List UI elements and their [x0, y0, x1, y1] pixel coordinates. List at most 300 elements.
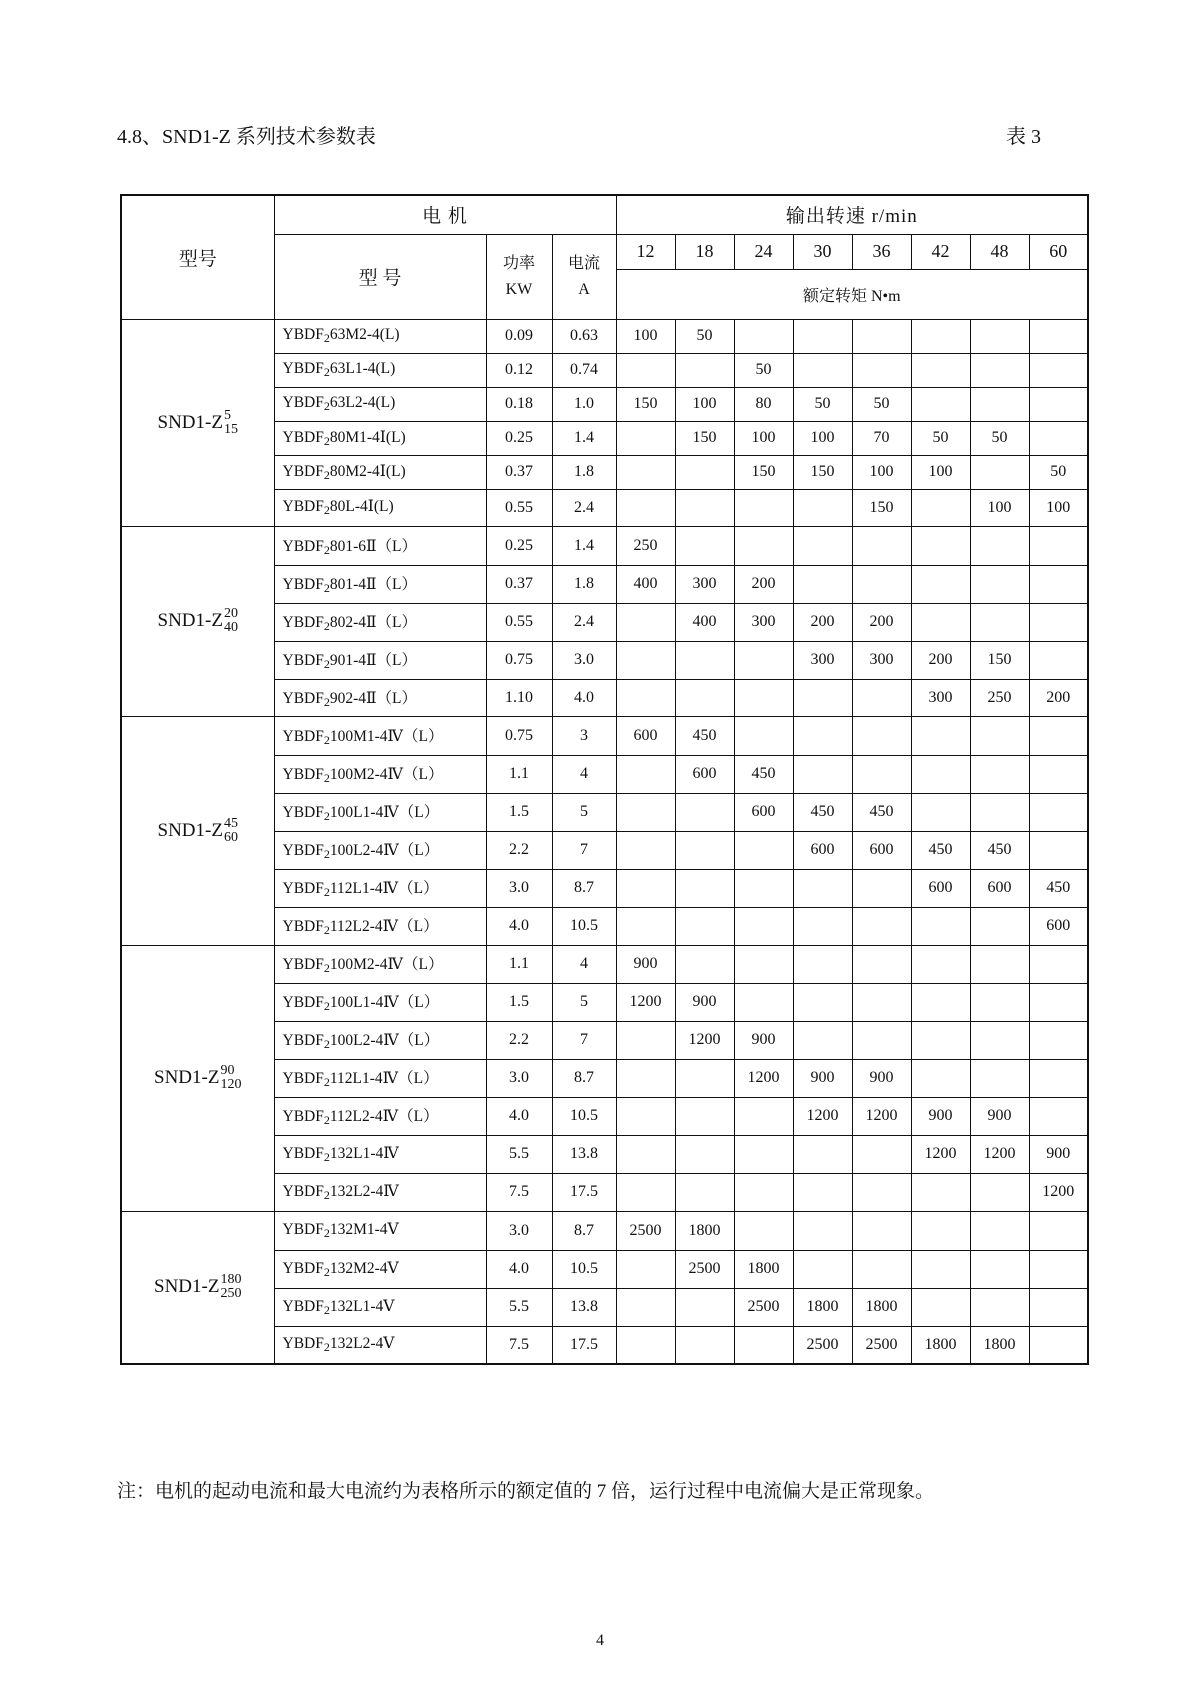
- current-value: 1.4: [552, 526, 616, 565]
- torque-value: 600: [793, 831, 852, 869]
- current-value: 1.8: [552, 455, 616, 489]
- torque-value: [675, 793, 734, 831]
- torque-value: 900: [1029, 1135, 1088, 1173]
- torque-value: 100: [1029, 489, 1088, 526]
- torque-value: [1029, 1211, 1088, 1250]
- motor-model: [274, 1288, 486, 1326]
- torque-value: 600: [911, 869, 970, 907]
- torque-value: [911, 1021, 970, 1059]
- table-row: [121, 526, 1088, 565]
- current-value: 4.0: [552, 679, 616, 716]
- header-speed-3: 30: [793, 234, 852, 269]
- table-number: 表 3: [1006, 126, 1041, 148]
- torque-value: [675, 1288, 734, 1326]
- torque-value: 900: [675, 983, 734, 1021]
- motor-model-suffix: 100L1-4Ⅳ（L）: [329, 804, 440, 821]
- torque-value: [1029, 831, 1088, 869]
- torque-value: 900: [852, 1059, 911, 1097]
- series-subscript: 40: [223, 620, 238, 635]
- motor-model-subscript: 2: [323, 657, 330, 671]
- power-value: 0.55: [486, 603, 552, 641]
- torque-value: [734, 945, 793, 983]
- torque-value: 50: [793, 387, 852, 421]
- torque-value: [734, 526, 793, 565]
- power-value: 0.37: [486, 565, 552, 603]
- torque-value: [970, 526, 1029, 565]
- current-value: 13.8: [552, 1288, 616, 1326]
- motor-model: [274, 565, 486, 603]
- torque-value: 200: [911, 641, 970, 679]
- motor-model-suffix: 132M1-4Ⅴ: [329, 1221, 399, 1238]
- power-value: 0.75: [486, 641, 552, 679]
- motor-model-prefix: YBDF: [282, 1335, 324, 1353]
- series-superscript: 45: [223, 815, 238, 831]
- motor-model-subscript: 2: [323, 1187, 330, 1202]
- header-current-label: 电流: [568, 254, 601, 272]
- header-current: [552, 234, 616, 319]
- torque-value: 80: [734, 387, 793, 421]
- torque-value: 900: [970, 1097, 1029, 1135]
- torque-value: [616, 489, 675, 526]
- torque-value: [793, 983, 852, 1021]
- series-prefix: SND1-Z: [154, 1276, 220, 1298]
- torque-value: [616, 679, 675, 716]
- motor-model-subscript: 2: [323, 1340, 330, 1355]
- torque-value: [911, 1059, 970, 1097]
- torque-value: 100: [616, 319, 675, 353]
- current-value: 2.4: [552, 603, 616, 641]
- torque-value: [734, 319, 793, 353]
- motor-model-subscript: 2: [323, 961, 330, 975]
- motor-model-suffix: 132L2-4Ⅳ: [329, 1182, 399, 1200]
- power-value: 2.2: [486, 831, 552, 869]
- motor-model-suffix: 132L2-4Ⅴ: [329, 1335, 395, 1353]
- motor-model: [274, 793, 486, 831]
- torque-value: [1029, 603, 1088, 641]
- torque-value: [852, 565, 911, 603]
- torque-value: [911, 1288, 970, 1326]
- torque-value: 1800: [675, 1211, 734, 1250]
- torque-value: [734, 983, 793, 1021]
- torque-value: [970, 319, 1029, 353]
- current-value: 5: [552, 983, 616, 1021]
- torque-value: 450: [1029, 869, 1088, 907]
- torque-value: 900: [793, 1059, 852, 1097]
- table-row: [121, 319, 1088, 353]
- header-motor: 电 机: [274, 195, 616, 234]
- torque-value: [675, 1326, 734, 1364]
- torque-value: 400: [675, 603, 734, 641]
- motor-model-suffix: 802-4Ⅱ（L）: [329, 614, 418, 631]
- torque-value: [793, 945, 852, 983]
- torque-value: [852, 1173, 911, 1211]
- motor-model-subscript: 2: [323, 399, 330, 413]
- current-value: 8.7: [552, 1211, 616, 1250]
- torque-value: [970, 1173, 1029, 1211]
- torque-value: 2500: [675, 1250, 734, 1288]
- series-prefix: SND1-Z: [154, 1067, 220, 1088]
- torque-value: [1029, 755, 1088, 793]
- torque-value: [675, 489, 734, 526]
- torque-value: [1029, 1326, 1088, 1364]
- motor-model: [274, 1097, 486, 1135]
- motor-model-prefix: YBDF: [282, 1144, 324, 1162]
- torque-value: [793, 1173, 852, 1211]
- motor-model-subscript: 2: [323, 847, 330, 861]
- torque-value: [970, 907, 1029, 945]
- series-model: [121, 319, 274, 526]
- torque-value: [852, 983, 911, 1021]
- motor-model: [274, 1021, 486, 1059]
- torque-value: 300: [911, 679, 970, 716]
- power-value: 1.1: [486, 755, 552, 793]
- torque-value: [852, 353, 911, 387]
- torque-value: 1200: [911, 1135, 970, 1173]
- torque-value: 450: [734, 755, 793, 793]
- motor-model: [274, 831, 486, 869]
- torque-value: 100: [852, 455, 911, 489]
- torque-value: 900: [734, 1021, 793, 1059]
- motor-model: [274, 945, 486, 983]
- torque-value: [675, 679, 734, 716]
- torque-value: [911, 907, 970, 945]
- series-model: [121, 1211, 274, 1364]
- torque-value: [793, 319, 852, 353]
- header-speed-5: 42: [911, 234, 970, 269]
- torque-value: [734, 716, 793, 755]
- torque-value: [911, 983, 970, 1021]
- series-subscript: 15: [223, 421, 238, 437]
- power-value: 0.18: [486, 387, 552, 421]
- motor-model-subscript: 2: [323, 999, 330, 1013]
- series-superscript: 20: [223, 606, 238, 621]
- power-value: 1.1: [486, 945, 552, 983]
- torque-value: 450: [970, 831, 1029, 869]
- torque-value: 50: [1029, 455, 1088, 489]
- motor-model-prefix: YBDF: [282, 1070, 324, 1087]
- motor-model-subscript: 2: [323, 331, 330, 345]
- power-value: 1.10: [486, 679, 552, 716]
- torque-value: [970, 353, 1029, 387]
- torque-value: [793, 565, 852, 603]
- torque-value: [852, 716, 911, 755]
- torque-value: 1200: [793, 1097, 852, 1135]
- series-prefix: SND1-Z: [157, 411, 223, 433]
- motor-model-prefix: YBDF: [282, 1182, 324, 1200]
- current-value: 2.4: [552, 489, 616, 526]
- torque-value: [852, 1021, 911, 1059]
- motor-model: [274, 755, 486, 793]
- motor-model-suffix: 132L1-4Ⅳ: [329, 1144, 399, 1162]
- torque-value: 300: [852, 641, 911, 679]
- torque-value: [793, 869, 852, 907]
- torque-value: 1200: [970, 1135, 1029, 1173]
- torque-value: [911, 716, 970, 755]
- current-value: 5: [552, 793, 616, 831]
- torque-value: [911, 489, 970, 526]
- torque-value: [616, 421, 675, 455]
- torque-value: 2500: [793, 1326, 852, 1364]
- motor-model-subscript: 2: [323, 885, 330, 899]
- power-value: 2.2: [486, 1021, 552, 1059]
- torque-value: 1800: [852, 1288, 911, 1326]
- current-value: 3: [552, 716, 616, 755]
- power-value: 4.0: [486, 907, 552, 945]
- motor-model-suffix: 801-6Ⅱ（L）: [329, 537, 418, 555]
- torque-value: [1029, 1097, 1088, 1135]
- torque-value: [793, 755, 852, 793]
- torque-value: [911, 945, 970, 983]
- power-value: 0.12: [486, 353, 552, 387]
- torque-value: [852, 679, 911, 716]
- torque-value: [911, 1173, 970, 1211]
- torque-value: [970, 716, 1029, 755]
- motor-model: [274, 1250, 486, 1288]
- table-row: [121, 1211, 1088, 1250]
- motor-model: [274, 907, 486, 945]
- motor-model-prefix: YBDF: [282, 326, 324, 343]
- torque-value: [1029, 526, 1088, 565]
- torque-value: [911, 1211, 970, 1250]
- current-value: 8.7: [552, 869, 616, 907]
- motor-model-subscript: 2: [323, 732, 330, 747]
- torque-value: [793, 353, 852, 387]
- motor-model-prefix: YBDF: [282, 652, 324, 669]
- torque-value: 100: [970, 489, 1029, 526]
- header-rated-torque: 额定转矩 N•m: [616, 269, 1088, 319]
- torque-value: [616, 755, 675, 793]
- motor-model-prefix: YBDF: [282, 689, 324, 707]
- torque-value: 300: [734, 603, 793, 641]
- torque-value: [1029, 945, 1088, 983]
- motor-model: [274, 1211, 486, 1250]
- motor-model-prefix: YBDF: [282, 1221, 324, 1238]
- series-model: [121, 526, 274, 716]
- motor-model-suffix: 112L2-4Ⅳ（L）: [329, 918, 439, 935]
- torque-value: 900: [911, 1097, 970, 1135]
- current-value: 0.74: [552, 353, 616, 387]
- torque-value: 250: [616, 526, 675, 565]
- torque-value: [616, 455, 675, 489]
- torque-value: [1029, 353, 1088, 387]
- header-output-speed: 输出转速 r/min: [616, 195, 1088, 234]
- motor-model: [274, 603, 486, 641]
- torque-value: 450: [793, 793, 852, 831]
- torque-value: [734, 831, 793, 869]
- motor-model: [274, 1059, 486, 1097]
- torque-value: [616, 1288, 675, 1326]
- torque-value: [793, 907, 852, 945]
- torque-value: [616, 641, 675, 679]
- torque-value: [911, 319, 970, 353]
- current-value: 17.5: [552, 1326, 616, 1364]
- torque-value: 450: [852, 793, 911, 831]
- motor-model-suffix: 100L1-4Ⅳ（L）: [329, 994, 440, 1011]
- motor-model-prefix: YBDF: [282, 842, 324, 859]
- power-value: 3.0: [486, 869, 552, 907]
- header-speed-1: 18: [675, 234, 734, 269]
- motor-model-suffix: 112L1-4Ⅳ（L）: [329, 1070, 439, 1087]
- motor-model-subscript: 2: [323, 1226, 330, 1240]
- torque-value: [734, 907, 793, 945]
- table-row: [121, 716, 1088, 755]
- motor-model-subscript: 2: [323, 467, 330, 482]
- motor-model-suffix: 100L2-4Ⅳ（L）: [329, 1032, 440, 1049]
- torque-value: [852, 1250, 911, 1288]
- torque-value: [911, 603, 970, 641]
- motor-model-suffix: 63L2-4(L): [329, 394, 396, 411]
- torque-value: 100: [911, 455, 970, 489]
- series-subscript: 60: [223, 829, 238, 845]
- torque-value: [970, 793, 1029, 831]
- header-power: [486, 234, 552, 319]
- power-value: 7.5: [486, 1326, 552, 1364]
- motor-model-suffix: 100M1-4Ⅳ（L）: [329, 727, 444, 745]
- motor-model-suffix: 100M2-4Ⅳ（L）: [329, 956, 444, 973]
- motor-model-suffix: 63L1-4(L): [329, 360, 396, 377]
- series-superscript: 90: [220, 1063, 235, 1078]
- current-value: 17.5: [552, 1173, 616, 1211]
- motor-model: [274, 716, 486, 755]
- torque-value: [675, 869, 734, 907]
- torque-value: 1200: [852, 1097, 911, 1135]
- torque-value: [970, 1250, 1029, 1288]
- current-value: 1.8: [552, 565, 616, 603]
- torque-value: [616, 831, 675, 869]
- motor-model: [274, 455, 486, 489]
- motor-model-subscript: 2: [323, 1113, 330, 1127]
- torque-value: 150: [675, 421, 734, 455]
- header-speed-4: 36: [852, 234, 911, 269]
- torque-value: [852, 526, 911, 565]
- motor-model-subscript: 2: [323, 542, 330, 557]
- power-value: 4.0: [486, 1250, 552, 1288]
- torque-value: 150: [852, 489, 911, 526]
- header-model-col: 型号: [121, 195, 274, 319]
- torque-value: 300: [793, 641, 852, 679]
- torque-value: 1800: [734, 1250, 793, 1288]
- torque-value: [911, 526, 970, 565]
- current-value: 8.7: [552, 1059, 616, 1097]
- torque-value: 150: [734, 455, 793, 489]
- motor-model-prefix: YBDF: [282, 537, 324, 555]
- header-speed-6: 48: [970, 234, 1029, 269]
- torque-value: 2500: [852, 1326, 911, 1364]
- motor-model-prefix: YBDF: [282, 1259, 324, 1277]
- power-value: 3.0: [486, 1059, 552, 1097]
- torque-value: [734, 641, 793, 679]
- torque-value: [675, 526, 734, 565]
- header-speed-7: 60: [1029, 234, 1088, 269]
- motor-model-suffix: 112L1-4Ⅳ（L）: [329, 880, 439, 897]
- torque-value: [734, 679, 793, 716]
- torque-value: [970, 983, 1029, 1021]
- torque-value: [793, 1250, 852, 1288]
- torque-value: [675, 641, 734, 679]
- torque-value: [1029, 387, 1088, 421]
- torque-value: [734, 1097, 793, 1135]
- motor-model-suffix: 132L1-4Ⅴ: [329, 1297, 395, 1315]
- series-model: [121, 945, 274, 1211]
- torque-value: [970, 565, 1029, 603]
- motor-model-suffix: 132M2-4Ⅴ: [329, 1259, 399, 1277]
- motor-model: [274, 641, 486, 679]
- torque-value: [970, 387, 1029, 421]
- torque-value: [675, 1097, 734, 1135]
- torque-value: [793, 1211, 852, 1250]
- torque-value: [852, 755, 911, 793]
- current-value: 4: [552, 945, 616, 983]
- torque-value: [675, 1135, 734, 1173]
- motor-model-suffix: 63M2-4(L): [329, 326, 400, 343]
- torque-value: 100: [734, 421, 793, 455]
- torque-value: 150: [970, 641, 1029, 679]
- torque-value: 250: [970, 679, 1029, 716]
- motor-model-prefix: YBDF: [282, 766, 324, 783]
- torque-value: 1200: [616, 983, 675, 1021]
- motor-model-prefix: YBDF: [282, 614, 324, 631]
- torque-value: [1029, 319, 1088, 353]
- motor-model-subscript: 2: [323, 1075, 330, 1089]
- torque-value: [1029, 716, 1088, 755]
- motor-model-subscript: 2: [323, 771, 330, 785]
- motor-model: [274, 869, 486, 907]
- motor-model: [274, 319, 486, 353]
- motor-model-prefix: YBDF: [282, 462, 324, 480]
- torque-value: [852, 1211, 911, 1250]
- torque-value: [616, 1097, 675, 1135]
- torque-value: [793, 489, 852, 526]
- header-power-label: 功率: [502, 254, 535, 272]
- current-value: 4: [552, 755, 616, 793]
- motor-model-suffix: 901-4Ⅱ（L）: [329, 652, 418, 669]
- motor-model-subscript: 2: [323, 581, 330, 595]
- motor-model-prefix: YBDF: [282, 428, 324, 446]
- motor-model-prefix: YBDF: [282, 360, 324, 377]
- series-superscript: 5: [223, 407, 231, 423]
- torque-value: [911, 565, 970, 603]
- current-value: 10.5: [552, 1097, 616, 1135]
- torque-value: 100: [793, 421, 852, 455]
- torque-value: [616, 1173, 675, 1211]
- power-value: 5.5: [486, 1135, 552, 1173]
- torque-value: [616, 1021, 675, 1059]
- motor-model-subscript: 2: [323, 433, 330, 448]
- torque-value: 200: [734, 565, 793, 603]
- power-value: 4.0: [486, 1097, 552, 1135]
- header-motor-model: 型 号: [274, 234, 486, 319]
- power-value: 1.5: [486, 793, 552, 831]
- series-prefix: SND1-Z: [157, 819, 223, 841]
- motor-model-suffix: 100M2-4Ⅳ（L）: [329, 766, 444, 783]
- table-row: [121, 945, 1088, 983]
- torque-value: 1200: [675, 1021, 734, 1059]
- power-value: 1.5: [486, 983, 552, 1021]
- torque-value: [852, 319, 911, 353]
- torque-value: [852, 869, 911, 907]
- motor-model-suffix: 80M1-4Ⅰ(L): [329, 428, 406, 446]
- motor-model-suffix: 902-4Ⅱ（L）: [329, 689, 418, 707]
- torque-value: 50: [734, 353, 793, 387]
- torque-value: [675, 945, 734, 983]
- torque-value: [1029, 1250, 1088, 1288]
- torque-value: [793, 1021, 852, 1059]
- torque-value: 150: [793, 455, 852, 489]
- motor-model-suffix: 80L-4Ⅰ(L): [329, 498, 394, 515]
- motor-model-prefix: YBDF: [282, 498, 324, 515]
- torque-value: [970, 1211, 1029, 1250]
- current-value: 1.0: [552, 387, 616, 421]
